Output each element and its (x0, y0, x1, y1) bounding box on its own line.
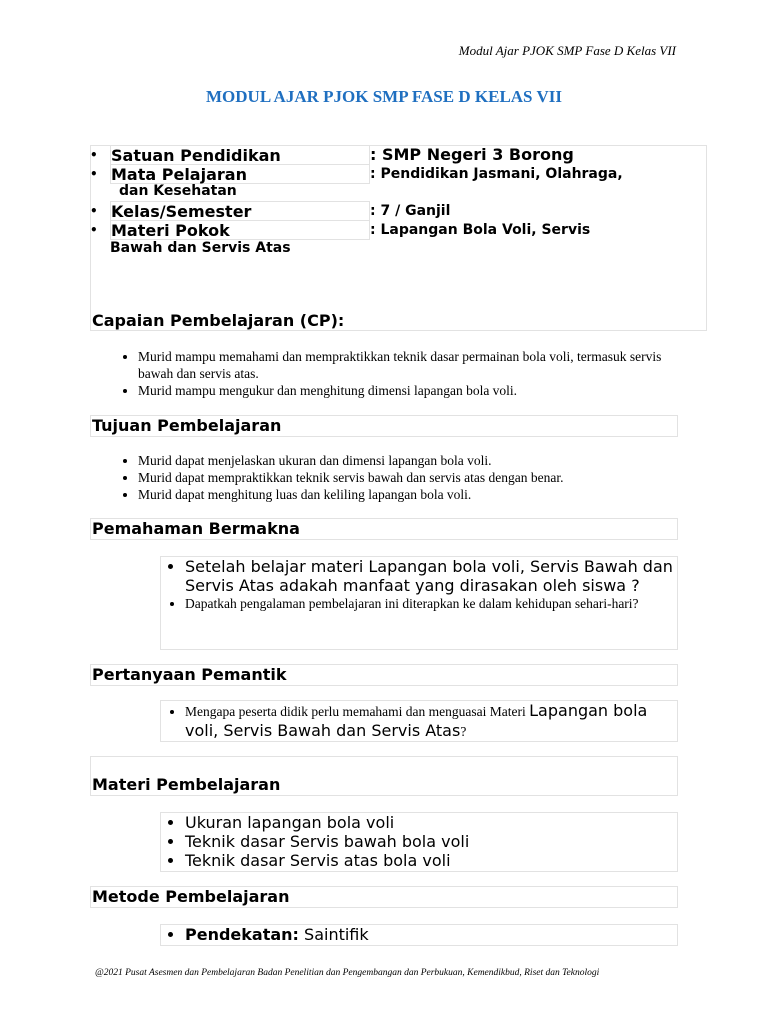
metode-label: Pendekatan: (185, 925, 299, 944)
bullet-icon: • (90, 204, 98, 218)
metode-value: Saintifik (298, 925, 369, 944)
info-value: : Pendidikan Jasmani, Olahraga, (370, 166, 623, 182)
running-header: Modul Ajar PJOK SMP Fase D Kelas VII (458, 43, 676, 58)
info-label: Kelas/Semester (110, 201, 370, 221)
info-label: Satuan Pendidikan (110, 145, 370, 165)
document-title: MODUL AJAR PJOK SMP FASE D KELAS VII (206, 87, 562, 106)
metode-heading: Metode Pembelajaran (90, 886, 678, 908)
list-item: • Murid dapat mempraktikkan teknik servis bawah dan servis atas dengan benar. (138, 469, 668, 486)
pemahaman-box (160, 556, 678, 650)
pemahaman-heading: Pemahaman Bermakna (90, 518, 678, 540)
info-value: : SMP Negeri 3 Borong (370, 145, 574, 164)
list-item: • Murid dapat menghitung luas dan keliling lapangan bola voli. (138, 486, 668, 503)
bullet-icon: • (90, 167, 98, 181)
list-item: • Teknik dasar Servis atas bola voli (185, 851, 677, 870)
pemantik-heading: Pertanyaan Pemantik (90, 664, 678, 686)
list-item: • Murid mampu mengukur dan menghitung dimensi lapangan bola voli. (138, 382, 668, 399)
list-item (185, 701, 677, 741)
list-item: • Murid dapat menjelaskan ukuran dan dimensi lapangan bola voli. (138, 452, 668, 469)
info-value: : Lapangan Bola Voli, Servis (370, 222, 591, 238)
pemantik-box (160, 700, 678, 742)
list-item (185, 925, 677, 944)
tujuan-list (112, 452, 668, 503)
materi-heading: Materi Pembelajaran (92, 775, 281, 794)
cp-heading: Capaian Pembelajaran (CP): (92, 311, 345, 330)
bullet-icon: • (90, 223, 98, 237)
metode-box (160, 924, 678, 946)
list-item: • Dapatkah pengalaman pembelajaran ini diterapkan ke dalam kehidupan sehari-hari? (185, 595, 677, 612)
bullet-icon: • (90, 148, 98, 162)
materi-box (160, 812, 678, 872)
pemantik-prefix: Mengapa peserta didik perlu memahami dan menguasai Materi (185, 704, 530, 719)
info-label: Materi Pokok (110, 220, 370, 240)
list-item: • Murid mampu memahami dan mempraktikkan teknik dasar permainan bola voli, termasuk servis bawah dan servis atas. (138, 348, 668, 382)
list-item: • Teknik dasar Servis bawah bola voli (185, 832, 677, 851)
list-item: • Setelah belajar materi Lapangan bola voli, Servis Bawah dan Servis Atas adakah manfaat yang dirasakan oleh siswa ? (185, 557, 677, 595)
info-continuation: Bawah dan Servis Atas (110, 240, 291, 256)
pemantik-suffix: ? (460, 724, 467, 739)
tujuan-heading: Tujuan Pembelajaran (90, 415, 678, 437)
list-item: • Ukuran lapangan bola voli (185, 813, 677, 832)
info-value: : 7 / Ganjil (370, 203, 451, 219)
footer-copyright: @2021 Pusat Asesmen dan Pembelajaran Badan Penelitian dan Pengembangan dan Perbukuan, Kemendikbud, Riset dan Teknologi (95, 968, 600, 978)
pemantik-main: Lapangan bola voli, Servis Bawah dan Servis Atas (185, 701, 648, 740)
info-label: Mata Pelajaran (110, 164, 370, 184)
info-continuation: dan Kesehatan (119, 183, 237, 199)
cp-list (112, 348, 668, 399)
